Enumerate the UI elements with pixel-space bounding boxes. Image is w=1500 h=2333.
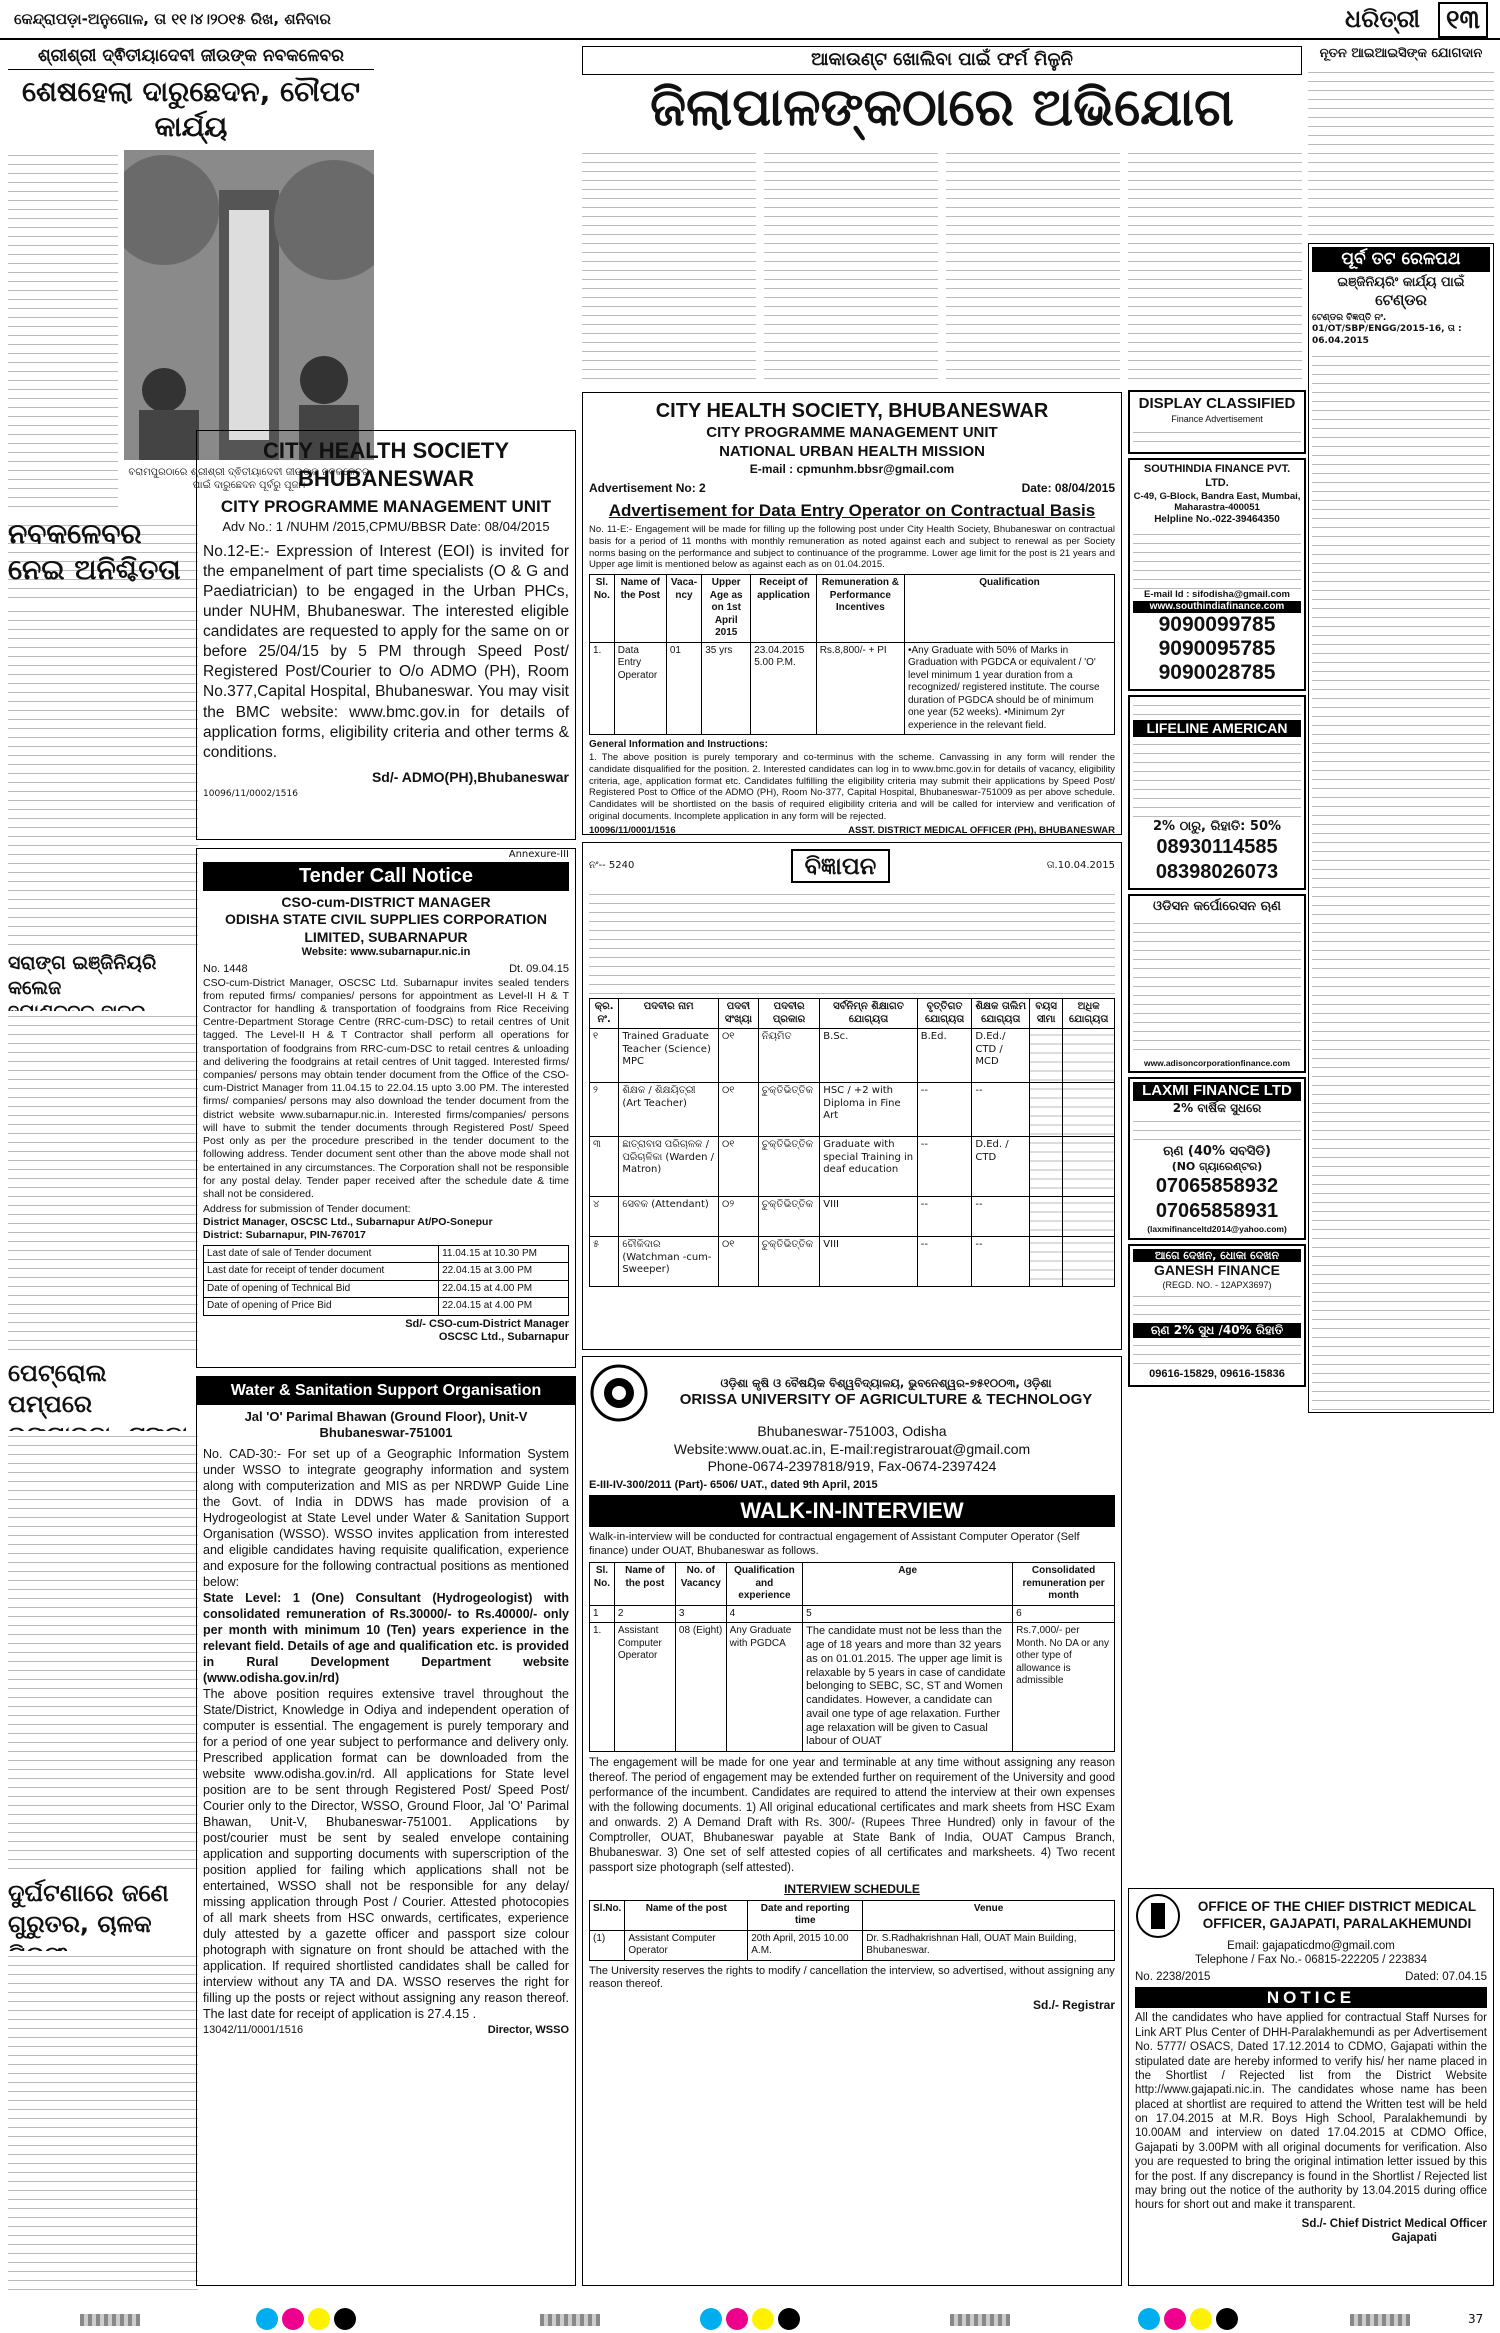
tender-addr: District Manager, OSCSC Ltd., Subarnapur At/PO-Sonepur (203, 1216, 493, 1229)
chs-body: Expression of Interest (EOI) is invited for the empanelment of part time specialists (O & G and Paediatrician) to be engaged in the Urban PHCs, under NUHM, Bhubaneswar. The interested eligible candidates are requested to apply for the same on or before 25/04/15 by 5 PM through Speed Post/ Registered Post/Courier to O/o ADMO (PH), Room No.377,Capital Hospital, Bhubaneswar. You may visit the BMC website: www.bmc.gov.in for details of application forms, eligibility criteria and other terms & conditions. (203, 542, 570, 761)
chs-big-email: E-mail : cpmunhm.bbsr@gmail.com (749, 461, 955, 476)
chs-title1: CITY HEALTH SOCIETY (262, 438, 510, 463)
ganesh-finance-ad: ଆଗେ ଦେଖନ, ଧୋକା ଦେଖନ GANESH FINANCE (REGD. NO. - 12APX3697) ଋଣ 2% ସୁଧ /40% ରିହାତି 09616-15829, 09616-15836 (1128, 1244, 1306, 1387)
gajapati-sign2: Gajapati (1391, 2232, 1437, 2244)
chs-deo-ad (582, 392, 1122, 835)
odisha-emblem-icon (1135, 1893, 1181, 1939)
tender-sub1: CSO-cum-DISTRICT MANAGER (281, 893, 491, 910)
wsso-sub1: Jal 'O' Parimal Bhawan (Ground Floor), Unit-V (244, 1409, 528, 1424)
table-row: (1) Assistant Computer Operator 20th April, 2015 10.00 A.M. Dr. S.Radhakrishnan Hall, OUAT Main Building, Bhubaneswar. (590, 1930, 1115, 1960)
ouat-title: WALK-IN-INTERVIEW (589, 1495, 1115, 1527)
chs-body-lead: No.12-E:- (203, 542, 277, 560)
table-row: ୩ ଛାତ୍ରାବାସ ପରିଚାଳକ / ପରିଚାଳିକା (Warden / Matron) ୦୧ ଚୁକ୍ତିଭିତ୍ତିକ Graduate with special Training in deaf education -- D.Ed. / CTD (590, 1137, 1115, 1197)
chs-big-code: 10096/11/0001/1516 (589, 825, 676, 835)
tender-sign1: Sd/- CSO-cum-District Manager (405, 1317, 569, 1330)
gajapati-body: All the candidates who have applied for contractual Staff Nurses for Link ART Plus Center of DHH-Paralakhemundi as per Advertisement No. 5777/ OSACS, Dated 17.12.2014 to CDMO, Gajapati within the stipulated date are hereby informed to verify his/ her name placed in the Shortlist / Rejected list from the District Website http://www.gajapati.nic.in. The candidates whose name has been placed at shortlist are required to attend the Written test will be held on 17.04.2015 at M.R. Boys High School, Paralakhemundi by 10.00AM and interview on dated 17.04.2015 at CDMO Office, Gajapati by 3.00PM with all original documents for verification. Also you are requested to bring the original intimation letter issued by this for the post. If any discrepancy is found in the Shortlist / Rejected list may bring out the notice of the authority by 13.04.2015 during office hours for short out and make it transparent. (1135, 2012, 1487, 2212)
ouat-notes: The engagement will be made for one year and terminable at any time without assigning any reason thereof. The period of engagement may be extended further on requirement of the University and good performance of the incumbent. Candidates are required to attend the interview at their own expenses with the following documents. 1) All original educational certificates and mark sheets from HSC Exam and onwards. 2) A Demand Draft with Rs. 300/- (Rupees Three Hundred) only in favour of the Comptroller, OUAT, Bhubaneswar payable at State Bank of India, OUAT Campus Branch, Bhubaneswar. 3) One set of self attested copies of all certificates and marksheets. 4) Two recent passport size photograph (self attested). (589, 1757, 1115, 1874)
table-header: Sl. No. Name of the post No. of Vacancy Qualification and experience Age Consolidated remuneration per month (590, 1563, 1115, 1606)
gajapati-date: Dated: 07.04.15 (1405, 1970, 1487, 1983)
gajapati-sign1: Sd./- Chief District Medical Officer (1301, 2217, 1487, 2230)
story3-text (8, 1011, 198, 1351)
chs-big-sign: ASST. DISTRICT MEDICAL OFFICER (PH), BHUBANESWAR (848, 825, 1115, 835)
ouat-city: Bhubaneswar-751003, Odisha (757, 1423, 947, 1439)
ouat-ref: E-III-IV-300/2011 (Part)- 6506/ UAT., dated 9th April, 2015 (589, 1478, 878, 1491)
ouat-intro: Walk-in-interview will be conducted for contractual engagement of Assistant Computer Operator (Self finance) under OUAT, Bhubaneswar as follows. (589, 1530, 1080, 1557)
table-row: ୨ ଶିକ୍ଷକ / ଶିକ୍ଷୟିତ୍ରୀ (Art Teacher) ୦୧ ଚୁକ୍ତିଭିତ୍ତିକ HSC / +2 with Diploma in Fine Art -- -- (590, 1083, 1115, 1137)
story5-headline-b: ଗୁରୁତର, ଚାଳକ (8, 1910, 152, 1939)
gajapati-email: Email: gajapaticdmo@gmail.com (1227, 1940, 1395, 1952)
ouat-name: ORISSA UNIVERSITY OF AGRICULTURE & TECHNOLOGY (679, 1390, 1093, 1408)
chs-big-intro: No. 11-E:- Engagement will be made for filling up the following post under City Health Society, Bhubaneswar on contractual basis for a period of 11 months with monthly remuneration as noted against each and subject to renewal as per Society norms basing on the performance and subject to continuance of the programme. Lower age limit for the post is 21 years and Upper age limit is mentioned below as against each as on 01.04.2015. (589, 523, 1115, 571)
table-header: Sl.No. Name of the post Date and reporting time Venue (590, 1900, 1115, 1930)
black-swatch (1216, 2308, 1238, 2330)
wsso-body2: The above position requires extensive travel throughout the State/District, Knowledge in Odiya and independent operation of computer is essential. The engagement is purely temporary and for a period of one year subject to performance and delivery only. Prescribed application format can be downloaded from the website www.odisha.gov.in/rd. All applications for State level position are to be sent through Registered Post/ Speed Post/ Courier only to the Director, WSSO, Ground Floor, Jal 'O' Parimal Bhawan, Unit-V, Bhubaneswar-751001. Applications by post/courier must be sent by sealed envelope containing application and supporting documents with superscription of the position applied for failing which applications shall not be entertained, WSSO shall not be responsible for any delay/ missing application through Post / Courier. Attested photocopies of all mark sheets from HSC onwards, certificates, experience duly attested by a gazette officer and passport size colour photograph with signature on front should be attached with the application. If required shortlisted candidates shall be called for interview without any TA and DA. WSSO reserves the right for filling up the posts or reject without assigning any reason thereof. The last date for receipt of application is 27.4.15 . (203, 1686, 569, 2021)
table-row: Date of opening of Price Bid 22.04.15 at 4.00 PM (204, 1298, 569, 1316)
chs-sign: Sd/- ADMO(PH),Bhubaneswar (371, 769, 569, 786)
table-header: Sl. No. Name of the Post Vaca- ncy Upper Age as on 1st April 2015 Receipt of application Remuneration & Performance Incentives Qualification (590, 575, 1115, 643)
rail-sub: ଇଞ୍ଜିନିୟରିଂ କାର୍ଯ୍ୟ ପାଇଁ (1337, 275, 1465, 291)
magenta-swatch (726, 2308, 748, 2330)
wsso-title: Water & Sanitation Support Organisation (197, 1377, 575, 1405)
black-swatch (334, 2308, 356, 2330)
wsso-body: No. CAD-30:- For set up of a Geographic Information System under WSSO to integrate geography information and system along with computerization and MIS as per NRDWP Guide Line the Govt. of India in DDWS has made provision of a Hydrogeologist at State Level under Water & Sanitation Support Organisation (WSSO). WSSO invites application from interested and eligible candidates having requisite qualification, experience and exposure for the following contractual positions as mentioned below: (203, 1446, 569, 1589)
page-header (0, 0, 1500, 40)
chs-big-unit: CITY PROGRAMME MANAGEMENT UNIT (706, 424, 998, 441)
tender-body: CSO-cum-District Manager, OSCSC Ltd. Subarnapur invites sealed tenders from reputed firms/ companies/ persons for appointment as Level-II H & T Contractor for handling & transportation of foodgrains from Rice Receiving Centre-Department Storage Centre (RRC-cum-DSC) to retail centres of Unit tagged. The Level-II H & T Contractor shall perform all operations for transportation of foodgrains from RRC-cum-DSC to retail centres & unloading and delivering the foodgrains at retail centres of Unit tagged. Interested firms/ companies/ persons may obtain tender document from the Office of the CSO-cum-District Manager from 11.04.15 to 22.04.15 upto 3.00 PM. The interested firms/ companies/ persons may also download the tender document from the district website www.subarnapur.nic.in. Interested firms/companies/ persons will have to submit the tender documents through Registered Post/ Speed Post only as per the procedure prescribed in the tender document to the following address. Tender document sent other than the above mode shall not be entertained in any circumstances. The Corporation shall not be responsible for any postal delay. Tender paper received after the schedule date & time shall not be considered. (203, 976, 569, 1200)
odia-ad-title: ବିଜ୍ଞାପନ (791, 849, 891, 883)
chs-big-title: CITY HEALTH SOCIETY, BHUBANESWAR (655, 400, 1049, 422)
chs-big-gen: 1. The above position is purely temporary and co-terminus with the scheme. Canvassing in any form will render the candidate disqualified for the position. 2. Interested candidates can log in to www.bmc.gov.in for details of vacancy, eligibility criteria, age, application format etc. Candidates fulfilling the eligibility criteria may submit their applications by Speed Post/ Registered Post to Office of the ADMO (PH), Room No-377, Capital Hospital, Bhubaneswar-751009 as per above schedule. Candidates will be shortlisted on the basis of required eligibility criteria and will be called for interview and verification of original documents. Incomplete application in any form will be rejected. (589, 751, 1115, 823)
tender-dates-table (203, 1245, 569, 1316)
tender-district: District: Subarnapur, PIN-767017 (203, 1229, 366, 1242)
odia-vacancy-ad (582, 842, 1122, 1350)
story2-text (8, 606, 198, 946)
tender-addr-label: Address for submission of Tender document: (203, 1203, 411, 1216)
cyan-swatch (256, 2308, 278, 2330)
ouat-web: Website:www.ouat.ac.in, E-mail:registrarouat@gmail.com (673, 1440, 1031, 1457)
cyan-swatch (1138, 2308, 1160, 2330)
rail-title: ପୂର୍ବ ତଟ ରେଳପଥ (1312, 247, 1490, 272)
wsso-ad (196, 1376, 576, 2286)
yellow-swatch (752, 2308, 774, 2330)
story2-headline-a: ନବକଳେବର (8, 517, 142, 550)
story-center-kicker: ଆକାଉଣ୍ଟ ଖୋଲିବା ପାଇଁ ଫର୍ମ ମିଳୁନି (582, 46, 1302, 75)
classifieds-column (1128, 390, 1306, 1880)
display-classified-banner: DISPLAY CLASSIFIED Finance Advertisement (1128, 390, 1306, 454)
chs-big-gen-title: General Information and Instructions: (589, 739, 768, 751)
tender-title: Tender Call Notice (203, 862, 569, 891)
wsso-sub2: Bhubaneswar-751001 (319, 1425, 453, 1441)
tender-sign2: OSCSC Ltd., Subarnapur (438, 1331, 569, 1344)
southindia-finance-ad: SOUTHINDIA FINANCE PVT. LTD. C-49, G-Block, Bandra East, Mumbai, Maharastra-400051 Helpline No.-022-39464350 E-mail Id : sifodisha@gmail.com www.southindiafinance.com 9090099785 9090095785 9090028785 (1128, 458, 1306, 691)
table-row: Date of opening of Technical Bid 22.04.15 at 4.00 PM (204, 1280, 569, 1298)
odia-ad-date: ତା.10.04.2015 (1046, 859, 1115, 871)
magenta-swatch (282, 2308, 304, 2330)
table-row: ୪ ସେବକ (Attendant) ୦୨ ଚୁକ୍ତିଭିତ୍ତିକ VIII -- -- (590, 1197, 1115, 1237)
lifeline-american-ad: LIFELINE AMERICAN 2% ଠାରୁ, ରିହାତି: 50% 08930114585 08398026073 (1128, 695, 1306, 891)
story-right-text (1308, 67, 1494, 237)
chs-title2: BHUBANESWAR (298, 465, 474, 491)
laxmi-finance-ad: LAXMI FINANCE LTD 2% ବାର୍ଷିକ ସୁଧରେ ଋଣ (40% ସବସିଡି) (NO ଗ୍ୟାରେଣ୍ଟର) 07065858932 07065858931 (laxmifinanceltd2014@yahoo.com) (1128, 1077, 1306, 1239)
story4-headline-a: ପେଟ୍ରୋଲ ପମ୍ପରେ (8, 1359, 107, 1419)
table-row: 1 2 3 4 5 6 (590, 1605, 1115, 1623)
annexure-label: Annexure-III (508, 849, 569, 860)
ouat-sched-title: INTERVIEW SCHEDULE (784, 1881, 920, 1896)
story5-headline-a: ଦୁର୍ଘଟଣାରେ ଜଣେ (8, 1879, 169, 1907)
tender-website: Website: www.subarnapur.nic.in (301, 946, 471, 958)
gajapati-phone: Telephone / Fax No.- 06815-222205 / 223834 (1194, 1954, 1428, 1967)
story3-headline: ସରାଙ୍ଗ ଇଞ୍ଜିନିୟରି କଲେଜ (8, 952, 157, 999)
table-row: Last date of sale of Tender document 11.04.15 at 10.30 PM (204, 1245, 569, 1263)
story1-kicker: ଶ୍ରୀଶ୍ରୀ ଦ୍ଵିତୀୟାଦେବୀ ଜୀଉଙ୍କ ନବକଳେବର (8, 46, 374, 70)
magenta-swatch (1164, 2308, 1186, 2330)
chs-adv-no: Adv No.: 1 /NUHM /2015,CPMU/BBSR Date: 08/04/2015 (222, 519, 550, 535)
registration-mark (540, 2314, 600, 2326)
table-row: ୫ ଚୌକିଦାର (Watchman -cum- Sweeper) ୦୧ ଚୁକ୍ତିଭିତ୍ତିକ VIII -- -- (590, 1237, 1115, 1287)
chs-eoi-ad (196, 430, 576, 840)
gajapati-notice-title: NOTICE (1135, 1987, 1487, 2008)
center-top-news (582, 46, 1302, 386)
wsso-code: 13042/11/0001/1516 (203, 2023, 304, 2036)
chs-big-mission: NATIONAL URBAN HEALTH MISSION (719, 442, 985, 460)
chs-big-heading: Advertisement for Data Entry Operator on Contractual Basis (608, 500, 1096, 520)
rail-ref: ଟେଣ୍ଡର ବିଜ୍ଞପ୍ତି ନଂ. 01/OT/SBP/ENGG/2015-16, ତା : 06.04.2015 (1312, 313, 1462, 346)
ouat-table (589, 1562, 1115, 1752)
tree-ritual-photo (124, 150, 374, 460)
story-center-headline: ଜିଲାପାଳଙ୍କଠାରେ ଅଭିଯୋଗ (650, 77, 1234, 138)
odia-ad-table (589, 998, 1115, 1287)
chs-code: 10096/11/0002/1516 (203, 788, 298, 799)
story4-text (8, 1431, 198, 1871)
cyan-swatch (700, 2308, 722, 2330)
gajapati-notice-ad (1128, 1888, 1494, 2286)
date-line: କେନ୍ଦ୍ରାପଡ଼ା-ଅନୁଗୋଳ, ତା ୧୧।୪।୨୦୧୫ ରିଖ, ଶନିବାର (14, 10, 331, 28)
right-column (1308, 46, 1494, 1456)
table-row: Last date for receipt of tender document 22.04.15 at 3.00 PM (204, 1263, 569, 1281)
newspaper-logo: ଧରିତ୍ରୀ (1345, 4, 1420, 33)
railway-tender-ad (1308, 243, 1494, 1413)
ouat-sign: Sd./- Registrar (1032, 1998, 1115, 2012)
photo-caption: ବରାମପୁରଠାରେ ଶ୍ରୀଶ୍ରୀ ଦ୍ଵିତୀୟାଦେବୀ ଜୀଉଙ୍କ ନବକଳେବର ପାଇଁ ଦାରୁଛେଦନ ପୂର୍ବରୁ ପୂଜା। (128, 467, 370, 491)
story1-headline: ଶେଷହେଲା ଦାରୁଛେଦନ, ଚୌପଟ କାର୍ଯ୍ୟ (22, 75, 360, 144)
ouat-emblem-icon (589, 1363, 649, 1423)
ouat-phone: Phone-0674-2397818/919, Fax-0674-2397424 (707, 1458, 997, 1474)
chs-big-adv-no: Advertisement No: 2 (589, 480, 706, 495)
tender-sub2: ODISHA STATE CIVIL SUPPLIES CORPORATION LIMITED, SUBARNAPUR (224, 911, 548, 945)
ouat-foot: The University reserves the rights to modify / cancellation the interview, so advertised, without assigning any reason thereof. (589, 1964, 1115, 1991)
tender-date: Dt. 09.04.15 (509, 962, 569, 975)
table-row: 1. Assistant Computer Operator 08 (Eight) Any Graduate with PGDCA The candidate must not be less than the age of 18 years and more than 32 years as on 01.01.2015. The upper age limit is relaxable by 5 years in case of candidate belonging to SEBC, SC, ST and Women candidates. However, a candidate can avail one type of age relaxation. Further age relaxation will be given to Casual labour of OUAT Rs.7,000/- per Month. No DA or any other type of allowance is admissible (590, 1623, 1115, 1752)
wsso-sign: Director, WSSO (487, 2023, 569, 2036)
page-number: ୧୩ (1438, 2, 1488, 38)
ouat-name-od: ଓଡ଼ିଶା କୃଷି ଓ ବୈଷୟିକ ବିଶ୍ୱବିଦ୍ୟାଳୟ, ଭୁବନେଶ୍ୱର-୭୫୧୦୦୩, ଓଡ଼ିଶା (720, 1376, 1052, 1391)
black-swatch (778, 2308, 800, 2330)
table-row: ୧ Trained Graduate Teacher (Science) MPC ୦୧ ନିୟମିତ B.Sc. B.Ed. D.Ed./ CTD / MCD (590, 1029, 1115, 1083)
yellow-swatch (308, 2308, 330, 2330)
registration-mark (1350, 2314, 1410, 2326)
chs-unit: CITY PROGRAMME MANAGEMENT UNIT (220, 497, 552, 516)
ouat-walk-in-ad (582, 1356, 1122, 2286)
tender-notice-ad (196, 848, 576, 1368)
odia-ad-intro (589, 889, 1115, 994)
story2-headline-b: ନେଇ ଅନିଶ୍ଚିତତା (8, 553, 181, 587)
gajapati-no: No. 2238/2015 (1135, 1970, 1211, 1983)
rail-tender-list (1312, 351, 1490, 1411)
chs-big-table (589, 574, 1115, 735)
adison-corporation-ad: ଓଡିସନ କର୍ପୋରେସନ ଋଣ www.adisoncorporationfinance.com (1128, 894, 1306, 1073)
registration-mark (80, 2314, 140, 2326)
table-row: 1. Data Entry Operator 01 35 yrs 23.04.2015 5.00 P.M. Rs.8,800/- + PI •Any Graduate with 50% of Marks in Graduation with PGDCA or equivalent / 'O' level minimum 1 year duration from a recognized/ registered institute. The course duration of PGDCA should be of minimum one year (52 weeks). •Minimum 2yr experience in the relevant field. (590, 642, 1115, 735)
story1-text (8, 150, 118, 510)
rail-tender: ଟେଣ୍ଡର (1375, 291, 1427, 310)
chs-big-date: Date: 08/04/2015 (1021, 480, 1115, 495)
odia-ad-no: ନଂ-- 5240 (589, 859, 635, 871)
yellow-swatch (1190, 2308, 1212, 2330)
footer-page-number: 37 (1468, 2312, 1484, 2326)
wsso-state: State Level: 1 (One) Consultant (Hydrogeologist) with consolidated remuneration of Rs.30000/- to Rs.40000/- only per month with minimum 10 (Ten) years experience in the relevant field. Details of age and qualification etc. is provided in Rural Development Department website (www.odisha.gov.in/rd) (203, 1590, 569, 1685)
story5-text (8, 1951, 198, 2291)
registration-mark (950, 2314, 1010, 2326)
tender-no: No. 1448 (203, 962, 248, 975)
gajapati-title: OFFICE OF THE CHIEF DISTRICT MEDICAL OFFICER, GAJAPATI, PARALAKHEMUNDI (1197, 1899, 1477, 1931)
ouat-schedule-table (589, 1900, 1115, 1961)
table-header: କ୍ର. ନଂ. ପଦବୀର ନାମ ପଦବୀ ସଂଖ୍ୟା ପଦବୀର ପ୍ରକାର ସର୍ବନିମ୍ନ ଶିକ୍ଷାଗତ ଯୋଗ୍ୟତା ବୃତ୍ତିଗତ ଯୋଗ୍ୟତା ଶିକ୍ଷକ ତାଲିମ ଯୋଗ୍ୟତା ବୟସ ସୀମା ଅଧିକ ଯୋଗ୍ୟତା (590, 999, 1115, 1029)
story-right-kicker: ନୂତନ ଆଇଆଇସିଙ୍କ ଯୋଗଦାନ (1319, 46, 1483, 61)
